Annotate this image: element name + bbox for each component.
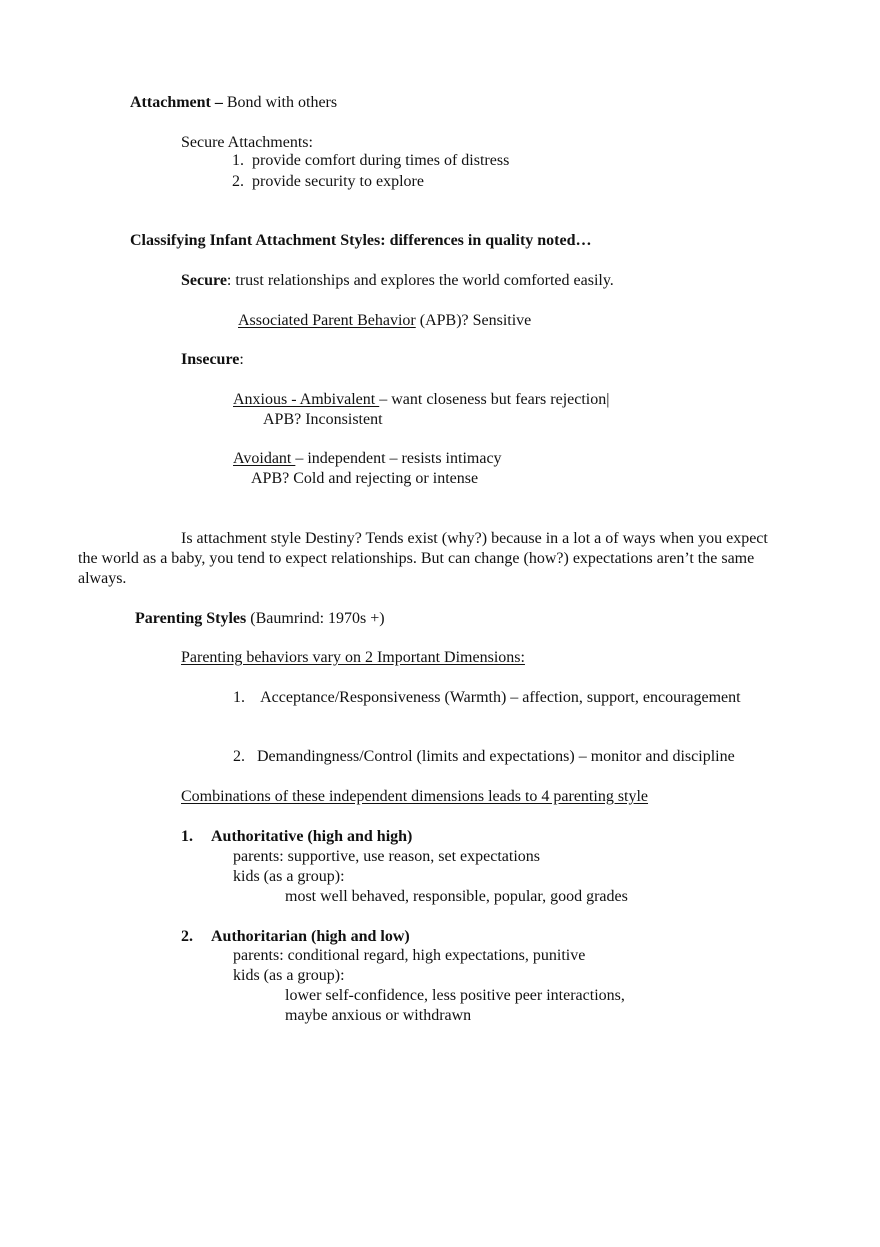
style-kids: kids (as a group): <box>233 868 345 885</box>
style-outcome: maybe anxious or withdrawn <box>285 1007 472 1024</box>
dimension-item <box>233 747 735 767</box>
secure-text: : trust relationships and explores the world comforted easily. <box>226 272 614 289</box>
dimensions-heading-text: Parenting behaviors vary on 2 Important Dimensions: <box>181 649 525 666</box>
list-text: provide comfort during times of distress <box>252 152 510 169</box>
list-number: 1. <box>232 152 244 169</box>
attachment-line <box>130 93 337 113</box>
dimension-number: 2. <box>233 748 245 765</box>
insecure-label: Insecure <box>181 351 240 368</box>
style-parents: parents: conditional regard, high expectations, punitive <box>233 947 586 964</box>
combinations-line <box>181 787 648 807</box>
style-outcome: lower self-confidence, less positive peer interactions, <box>285 987 625 1004</box>
insecure-line <box>181 350 244 370</box>
style-title: Authoritative (high and high) <box>211 828 413 845</box>
style-number: 1. <box>181 828 193 845</box>
style-title: Authoritarian (high and low) <box>211 928 410 945</box>
combinations-text: Combinations of these independent dimensions leads to 4 parenting style <box>181 788 649 805</box>
classifying-heading <box>130 231 592 251</box>
destiny-line-1: Is attachment style Destiny? Tends exist (why?) because in a lot a of ways when you expect <box>181 530 768 547</box>
parenting-heading-rest: (Baumrind: 1970s +) <box>246 610 385 627</box>
anxious-apb: APB? Inconsistent <box>263 411 383 428</box>
parenting-heading: Parenting Styles <box>135 610 247 627</box>
attachment-term: Attachment <box>130 94 211 111</box>
avoidant-text: – independent – resists intimacy <box>295 450 502 467</box>
style-title-line <box>181 927 410 947</box>
style-number: 2. <box>181 928 193 945</box>
apb-sensitive-line <box>238 311 531 331</box>
dimension-text: Acceptance/Responsiveness (Warmth) – affection, support, encouragement <box>260 689 741 706</box>
attachment-sep: – <box>210 94 227 111</box>
apb-rest: (APB)? Sensitive <box>415 312 532 329</box>
anxious-title: Anxious - Ambivalent <box>233 391 380 408</box>
secure-style-line <box>181 271 614 291</box>
style-parents: parents: supportive, use reason, set expectations <box>233 848 541 865</box>
attachment-list-item <box>232 172 424 192</box>
parenting-heading-line <box>135 609 385 629</box>
attachment-definition: Bond with others <box>226 94 338 111</box>
destiny-line-2: the world as a baby, you tend to expect relationships. But can change (how?) expectations aren’t the same <box>78 550 755 567</box>
insecure-colon: : <box>239 351 244 368</box>
anxious-line <box>233 390 609 410</box>
destiny-line-3: always. <box>78 570 127 587</box>
style-outcome: most well behaved, responsible, popular, good grades <box>285 888 628 905</box>
list-text: provide security to explore <box>252 173 424 190</box>
avoidant-line <box>233 449 502 469</box>
apb-underlined: Associated Parent Behavior <box>238 312 416 329</box>
secure-attachments-heading: Secure Attachments: <box>181 134 313 151</box>
avoidant-title: Avoidant <box>233 450 296 467</box>
style-title-line <box>181 827 412 847</box>
dimensions-heading <box>181 648 525 668</box>
anxious-text: – want closeness but fears rejection| <box>379 391 610 408</box>
avoidant-apb: APB? Cold and rejecting or intense <box>251 470 479 487</box>
dimension-item <box>233 688 741 708</box>
dimension-text: Demandingness/Control (limits and expectations) – monitor and discipline <box>257 748 735 765</box>
attachment-list-item <box>232 151 509 171</box>
secure-label: Secure <box>181 272 227 289</box>
dimension-number: 1. <box>233 689 245 706</box>
style-kids: kids (as a group): <box>233 967 345 984</box>
list-number: 2. <box>232 173 244 190</box>
classifying-heading-text: Classifying Infant Attachment Styles: differences in quality noted… <box>130 232 592 249</box>
